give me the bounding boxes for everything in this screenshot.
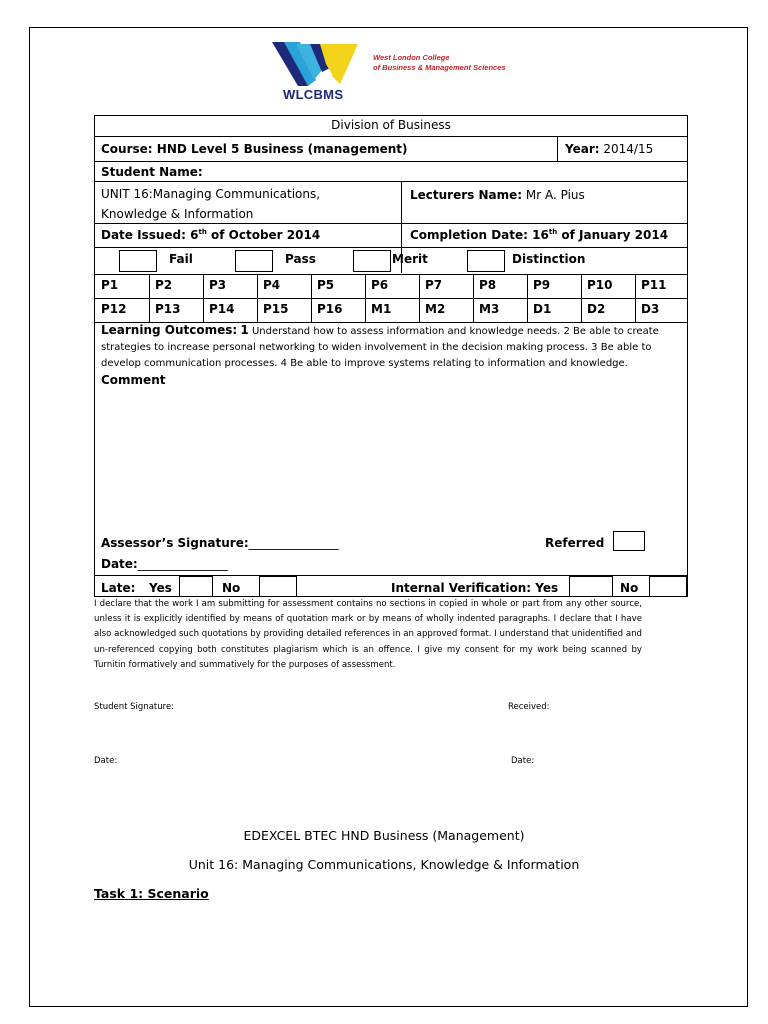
student-name-label: Student Name: <box>101 165 203 179</box>
referred-label: Referred <box>545 536 605 550</box>
criteria-divider <box>257 274 258 322</box>
criteria-cell-p14: P14 <box>209 302 235 316</box>
criteria-cell-p2: P2 <box>155 278 173 292</box>
course-value: HND Level 5 Business (management) <box>156 142 408 156</box>
assessor-date <box>101 557 228 571</box>
date-issued-rest: of October 2014 <box>211 228 321 242</box>
completion-sup: th <box>548 228 558 236</box>
late-no-label: No <box>222 581 241 595</box>
unit-title-line2: Knowledge & Information <box>101 207 254 221</box>
criteria-divider <box>581 274 582 322</box>
grade-fail: Fail <box>169 252 193 266</box>
grade-pass: Pass <box>285 252 316 266</box>
college-abbr: WLCBMS <box>283 87 344 102</box>
division-title: Division of Business <box>331 118 451 132</box>
criteria-divider <box>365 274 366 322</box>
criteria-cell-p3: P3 <box>209 278 227 292</box>
lecturer-field <box>410 188 585 202</box>
criteria-cell-p5: P5 <box>317 278 335 292</box>
student-signature-label: Student Signature: <box>94 702 175 712</box>
criteria-cell-d2: D2 <box>587 302 606 316</box>
late-label: Late: <box>101 581 136 595</box>
date-issued-label: Date Issued: <box>101 228 186 242</box>
assessor-signature-blank: _______________ <box>248 536 339 550</box>
criteria-cell-p4: P4 <box>263 278 281 292</box>
distinction-checkbox[interactable] <box>467 250 505 272</box>
grade-merit: Merit <box>392 252 428 266</box>
late-yes-label: Yes <box>149 581 172 595</box>
criteria-divider <box>527 274 528 322</box>
criteria-cell-p8: P8 <box>479 278 497 292</box>
comment-label: Comment <box>101 373 166 387</box>
criteria-cell-d3: D3 <box>641 302 660 316</box>
iv-no-label: No <box>620 581 639 595</box>
grade-distinction: Distinction <box>512 252 586 266</box>
criteria-cell-d1: D1 <box>533 302 552 316</box>
assessor-date-label: Date: <box>101 557 138 571</box>
lecturer-label: Lecturers Name: <box>410 188 523 202</box>
declaration-text: I declare that the work I am submitting for assessment contains no sections in copied in whole or part from any other source, unless it is explicitly identified by means of quotation mark or by means of wholly indented paragraphs. I declare that I have also acknowledged such quotations by providing detailed references in an approved format. I understand that unidentified and un-referenced copying both constitutes plagiarism which is an offence. I give my consent for my work being scanned by Turnitin formatively and summatively for the purposes of assessment. <box>94 599 642 670</box>
criteria-divider <box>149 274 150 322</box>
completion-rest: of January 2014 <box>561 228 669 242</box>
criteria-divider <box>311 274 312 322</box>
iv-yes-label: Yes <box>535 581 559 595</box>
criteria-divider <box>635 274 636 322</box>
course-field <box>101 142 408 156</box>
pass-checkbox[interactable] <box>235 250 273 272</box>
date-issued-day: 6 <box>190 228 199 242</box>
date-issued-field <box>101 228 320 242</box>
criteria-cell-m3: M3 <box>479 302 500 316</box>
assessment-front-sheet <box>94 115 688 597</box>
late-no-checkbox[interactable] <box>259 576 297 597</box>
year-value: 2014/15 <box>603 142 654 156</box>
criteria-cell-p1: P1 <box>101 278 119 292</box>
criteria-cell-p12: P12 <box>101 302 127 316</box>
criteria-cell-p7: P7 <box>425 278 443 292</box>
referred-checkbox[interactable] <box>613 531 645 551</box>
criteria-cell-p9: P9 <box>533 278 551 292</box>
unit-subtitle: Unit 16: Managing Communications, Knowledge & Information <box>188 857 580 872</box>
criteria-divider <box>203 274 204 322</box>
criteria-cell-p6: P6 <box>371 278 389 292</box>
lecturer-value: Mr A. Pius <box>525 188 585 202</box>
year-label: Year: <box>565 142 600 156</box>
internal-verification-label: Internal Verification: <box>391 581 532 595</box>
criteria-cell-m1: M1 <box>371 302 392 316</box>
criteria-cell-p10: P10 <box>587 278 613 292</box>
iv-no-checkbox[interactable] <box>649 576 687 597</box>
learning-outcomes <box>101 322 685 372</box>
college-name <box>373 53 506 73</box>
criteria-divider <box>473 274 474 322</box>
criteria-cell-p15: P15 <box>263 302 289 316</box>
unit-title <box>101 184 320 224</box>
assessor-signature-label: Assessor’s Signature: <box>101 536 249 550</box>
late-yes-checkbox[interactable] <box>179 576 213 597</box>
unit-title-line1: UNIT 16:Managing Communications, <box>101 187 321 201</box>
college-name-line1: West London College <box>373 53 450 62</box>
course-label: Course: <box>101 142 153 156</box>
assessor-signature <box>101 536 339 550</box>
completion-date-field <box>410 228 668 242</box>
criteria-cell-m2: M2 <box>425 302 446 316</box>
learning-outcomes-label: Learning Outcomes: <box>101 323 238 337</box>
completion-label: Completion Date: <box>410 228 528 242</box>
date-right-label: Date: <box>511 756 535 766</box>
learning-outcomes-num: 1 <box>240 323 249 337</box>
received-label: Received: <box>508 702 550 712</box>
college-name-line2: of Business & Management Sciences <box>373 63 506 72</box>
criteria-cell-p11: P11 <box>641 278 667 292</box>
assessor-date-blank: _______________ <box>137 557 228 571</box>
criteria-divider <box>419 274 420 322</box>
task-heading: Task 1: Scenario <box>94 886 209 901</box>
fail-checkbox[interactable] <box>119 250 157 272</box>
iv-yes-checkbox[interactable] <box>569 576 613 597</box>
criteria-cell-p16: P16 <box>317 302 343 316</box>
merit-checkbox[interactable] <box>353 250 391 272</box>
learning-outcomes-text: Understand how to assess information and knowledge needs. 2 Be able to create strategies to increase personal networking to widen involvement in the decision making process. 3 Be able to develop communication processes. 4 Be able to improve systems relating to information and knowledge. <box>101 326 659 369</box>
completion-day: 16 <box>532 228 549 242</box>
criteria-cell-p13: P13 <box>155 302 181 316</box>
date-issued-sup: th <box>198 228 207 236</box>
qualification-title: EDEXCEL BTEC HND Business (Management) <box>243 828 525 843</box>
date-left-label: Date: <box>94 756 118 766</box>
year-field <box>565 142 653 156</box>
internal-verification <box>391 581 558 595</box>
